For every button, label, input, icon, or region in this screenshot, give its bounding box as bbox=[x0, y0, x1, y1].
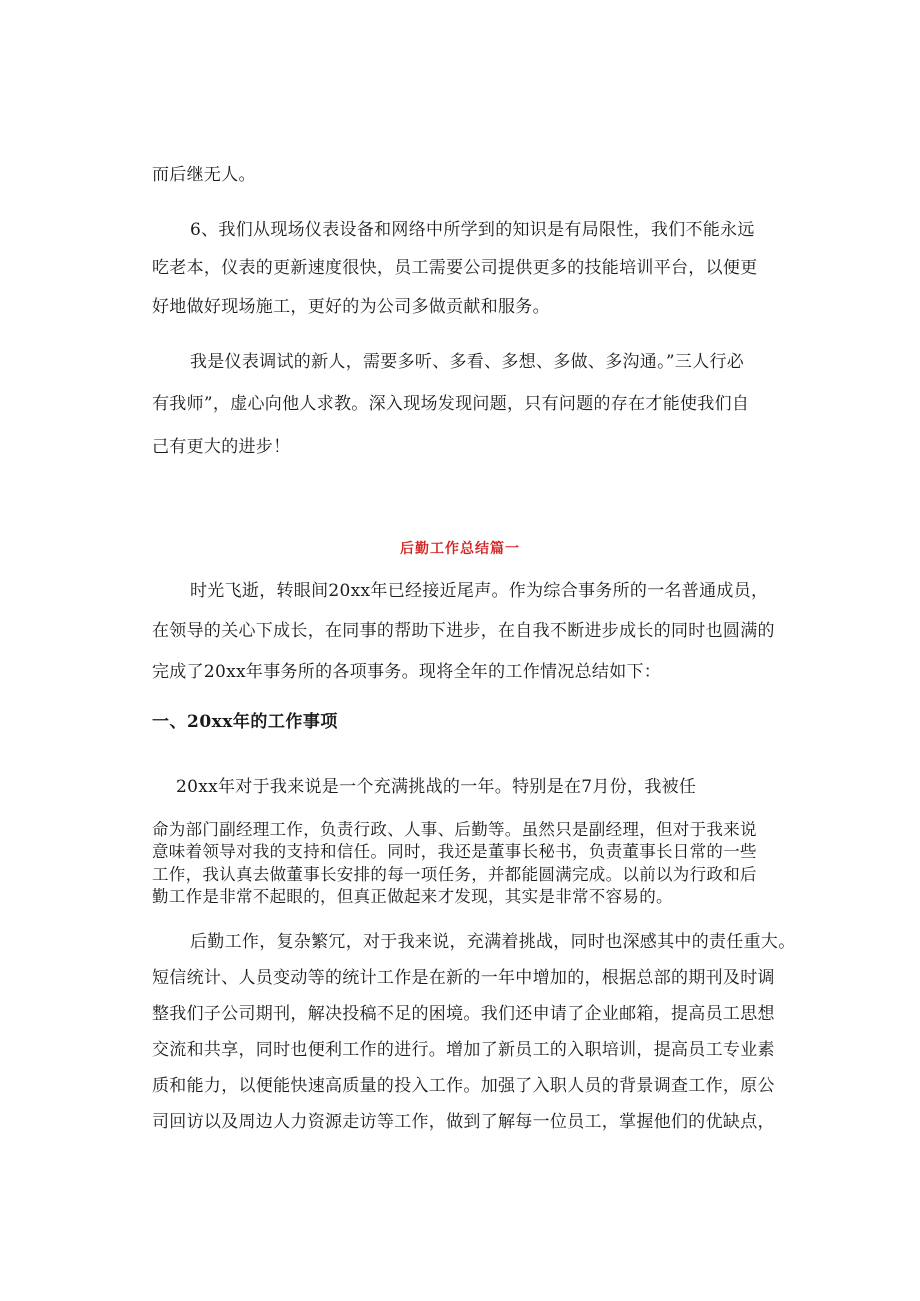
paragraph-line: 后勤工作，复杂繁冗，对于我来说，充满着挑战，同时也深感其中的责任重大。 bbox=[190, 932, 796, 952]
paragraph-line: 时光飞逝，转眼间20xx年已经接近尾声。作为综合事务所的一名普通成员， bbox=[190, 581, 769, 601]
paragraph-line: 有我师”，虚心向他人求教。深入现场发现问题，只有问题的存在才能使我们自 bbox=[152, 394, 750, 414]
continuation-line: 而后继无人。 bbox=[152, 165, 256, 185]
paragraph-line: 短信统计、人员变动等的统计工作是在新的一年中增加的，根据总部的期刊及时调 bbox=[152, 968, 775, 988]
paragraph-line: 完成了20xx年事务所的各项事务。现将全年的工作情况总结如下： bbox=[152, 662, 662, 682]
paragraph-line: 命为部门副经理工作，负责行政、人事、后勤等。虽然只是副经理，但对于我来说 bbox=[152, 820, 757, 839]
paragraph-line: 6、我们从现场仪表设备和网络中所学到的知识是有局限性，我们不能永远 bbox=[190, 220, 755, 240]
paragraph-line: 交流和共享，同时也便利工作的进行。增加了新员工的入职培训，提高员工专业素 bbox=[152, 1040, 775, 1060]
paragraph-line: 工作，我认真去做董事长安排的每一项任务，并都能圆满完成。以前以为行政和后 bbox=[152, 865, 757, 884]
paragraph-line: 意味着领导对我的支持和信任。同时，我还是董事长秘书，负责董事长日常的一些 bbox=[152, 842, 757, 861]
paragraph-line: 我是仪表调试的新人，需要多听、多看、多想、多做、多沟通。”三人行必 bbox=[190, 352, 745, 372]
paragraph-line: 好地做好现场施工，更好的为公司多做贡献和服务。 bbox=[152, 297, 550, 317]
paragraph-line: 勤工作是非常不起眼的，但真正做起来才发现，其实是非常不容易的。 bbox=[152, 887, 673, 906]
article-title: 后勤工作总结篇一 bbox=[400, 541, 520, 557]
section-heading: 一、20xx年的工作事项 bbox=[152, 712, 338, 732]
paragraph-line: 己有更大的进步！ bbox=[152, 437, 291, 457]
paragraph-line: 质和能力，以便能快速高质量的投入工作。加强了入职人员的背景调查工作，原公 bbox=[152, 1076, 775, 1096]
paragraph-line: 整我们子公司期刊，解决投稿不足的困境。我们还申请了企业邮箱，提高员工思想 bbox=[152, 1004, 775, 1024]
paragraph-line: 吃老本，仪表的更新速度很快，员工需要公司提供更多的技能培训平台，以便更 bbox=[152, 258, 758, 278]
paragraph-line: 20xx年对于我来说是一个充满挑战的一年。特别是在7月份，我被任 bbox=[176, 777, 697, 797]
paragraph-line: 在领导的关心下成长，在同事的帮助下进步，在自我不断进步成长的同时也圆满的 bbox=[152, 621, 775, 641]
paragraph-line: 司回访以及周边人力资源走访等工作，做到了解每一位员工，掌握他们的优缺点， bbox=[152, 1112, 775, 1132]
